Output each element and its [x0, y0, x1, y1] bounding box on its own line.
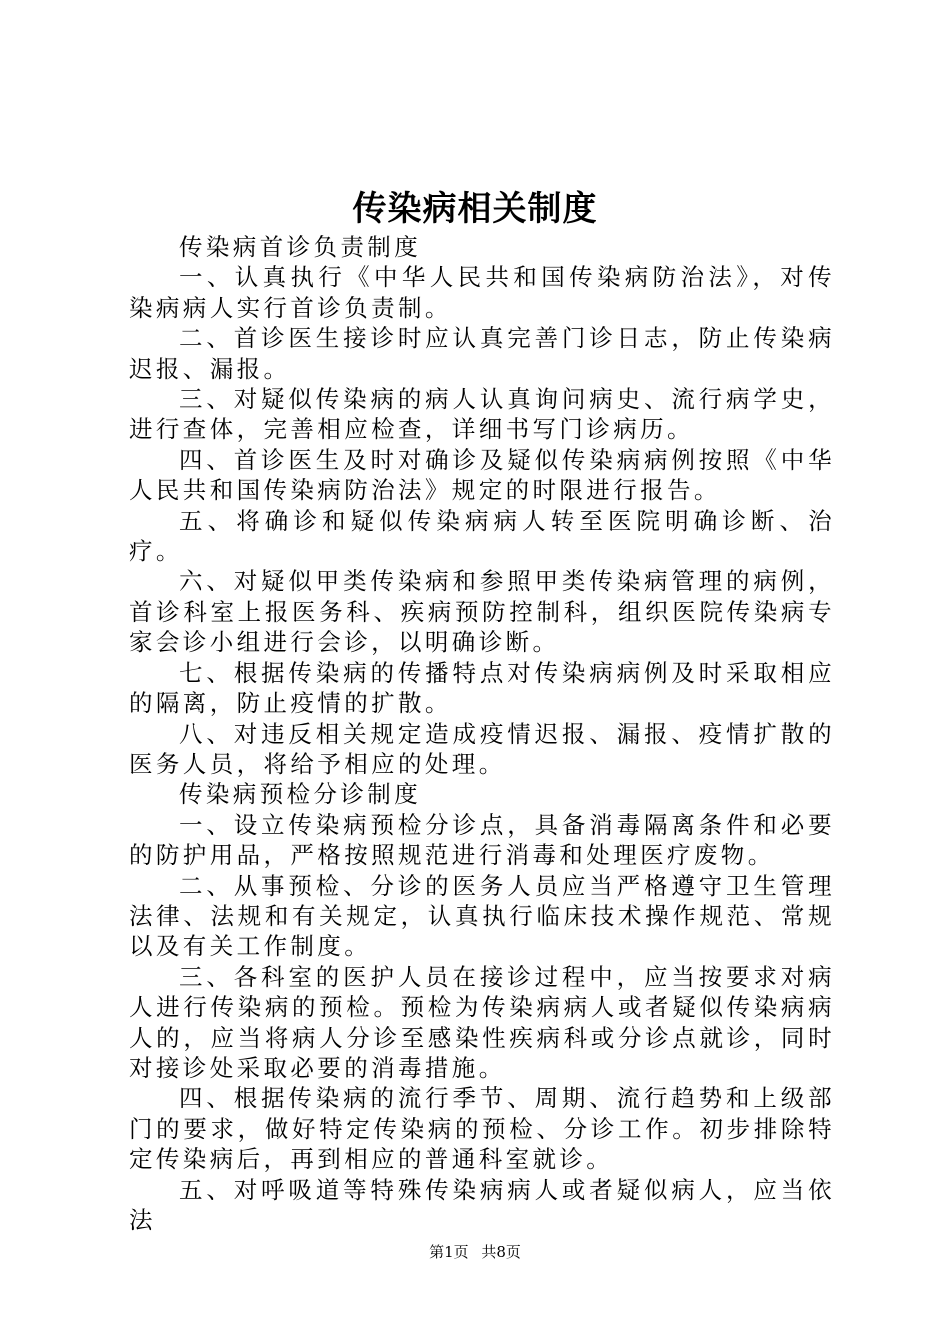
paragraph: 一、认真执行《中华人民共和国传染病防治法》，对传染病病人实行首诊负责制。 — [129, 263, 835, 322]
document-title: 传染病相关制度 — [352, 189, 598, 229]
paragraph: 七、根据传染病的传播特点对传染病病例及时采取相应的隔离，防止疫情的扩散。 — [129, 658, 835, 718]
paragraph: 四、首诊医生及时对确诊及疑似传染病病例按照《中华人民共和国传染病防治法》规定的时限进行报告。 — [129, 445, 835, 505]
paragraph: 一、设立传染病预检分诊点，具备消毒隔离条件和必要的防护用品，严格按照规范进行消毒和处理医疗废物。 — [129, 810, 835, 870]
paragraph: 二、首诊医生接诊时应认真完善门诊日志，防止传染病迟报、漏报。 — [129, 324, 835, 383]
paragraph: 二、从事预检、分诊的医务人员应当严格遵守卫生管理法律、法规和有关规定，认真执行临床技术操作规范、常规以及有关工作制度。 — [129, 871, 835, 961]
paragraph: 五、将确诊和疑似传染病病人转至医院明确诊断、治疗。 — [129, 506, 835, 566]
paragraph: 六、对疑似甲类传染病和参照甲类传染病管理的病例，首诊科室上报医务科、疾病预防控制科，组织医院传染病专家会诊小组进行会诊，以明确诊断。 — [129, 567, 835, 657]
page-number: 第1页 — [429, 1243, 469, 1261]
paragraph: 三、对疑似传染病的病人认真询问病史、流行病学史，进行查体，完善相应检查，详细书写门诊病历。 — [129, 385, 835, 444]
section-heading: 传染病预检分诊制度 — [179, 780, 422, 809]
document-body — [129, 232, 835, 1235]
paragraph: 五、对呼吸道等特殊传染病病人或者疑似病人，应当依法 — [129, 1175, 835, 1234]
paragraph: 四、根据传染病的流行季节、周期、流行趋势和上级部门的要求，做好特定传染病的预检、分诊工作。初步排除特定传染病后，再到相应的普通科室就诊。 — [129, 1084, 835, 1174]
page-total: 共8页 — [481, 1243, 521, 1261]
paragraph: 八、对违反相关规定造成疫情迟报、漏报、疫情扩散的医务人员，将给予相应的处理。 — [129, 719, 835, 778]
paragraph: 三、各科室的医护人员在接诊过程中，应当按要求对病人进行传染病的预检。预检为传染病病人或者疑似传染病病人的，应当将病人分诊至感染性疾病科或分诊点就诊，同时对接诊处采取必要的消毒措施。 — [129, 962, 835, 1082]
section-heading: 传染病首诊负责制度 — [179, 233, 422, 261]
page-footer — [0, 1240, 950, 1264]
